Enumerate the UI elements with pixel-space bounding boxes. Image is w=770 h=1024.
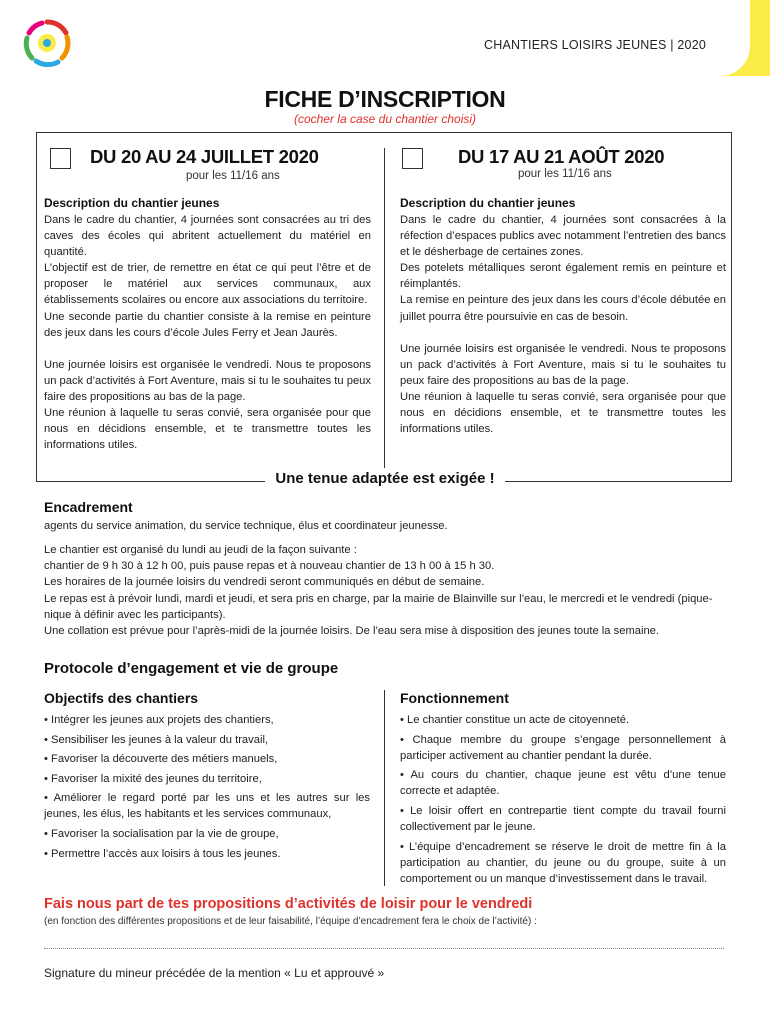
chantier-1-p1: Dans le cadre du chantier, 4 journées sont consacrées au tri des caves des écoles qui abritent actuellement du matériel en quantité. — [44, 214, 371, 259]
propositions-note: (en fonction des différentes propositions et de leur faisabilité, l’équipe d’encadrement fera le choix de l’activité) : — [44, 916, 537, 927]
list-item: • Au cours du chantier, chaque jeune est vêtu d’une tenue correcte et adaptée. — [400, 769, 726, 798]
fonctionnement-heading: Fonctionnement — [400, 690, 509, 706]
chantier-2-dates: DU 17 AU 21 AOÛT 2020 — [458, 146, 665, 167]
list-item: • Favoriser la mixité des jeunes du territoire, — [44, 772, 262, 785]
tenue-text: Une tenue adaptée est exigée ! — [265, 470, 504, 487]
list-item: • Améliorer le regard porté par les uns et les autres sur les jeunes, les élus, les habitants et les services communaux, — [44, 792, 370, 821]
objectifs-list — [44, 712, 370, 865]
list-item: • Sensibiliser les jeunes à la valeur du travail, — [44, 733, 269, 746]
chantier-2-p3: La remise en peinture des jeux dans les cours d’école débutée en juillet pourra être poursuivie en cas de besoin. — [400, 294, 726, 323]
chantier-1-age: pour les 11/16 ans — [186, 170, 280, 182]
encadrement-line-1: Le chantier est organisé du lundi au jeudi de la façon suivante : — [44, 544, 357, 556]
protocole-divider — [384, 690, 385, 886]
chantier-2-p1: Dans le cadre du chantier, 4 journées sont consacrées à la réfection d’espaces publics avec notamment l’entretien des bancs et le désherbage de certaines zones. — [400, 214, 726, 259]
encadrement-staff: agents du service animation, du service technique, élus et coordinateur jeunesse. — [44, 520, 448, 532]
header-title: CHANTIERS LOISIRS JEUNES | 2020 — [483, 38, 706, 52]
list-item: • Intégrer les jeunes aux projets des chantiers, — [44, 714, 274, 726]
form-title: FICHE D’INSCRIPTION — [264, 86, 506, 112]
objectifs-heading: Objectifs des chantiers — [44, 690, 199, 706]
chantier-2-age: pour les 11/16 ans — [518, 168, 612, 180]
chantier-2-description — [400, 212, 726, 437]
encadrement-heading: Encadrement — [44, 499, 133, 515]
checkbox-juillet[interactable] — [50, 148, 71, 169]
checkbox-aout[interactable] — [402, 148, 423, 169]
chantier-1-description — [44, 212, 371, 453]
fonctionnement-list — [400, 712, 726, 890]
chantier-2-desc-heading: Description du chantier jeunes — [400, 196, 576, 210]
chantier-2-p4: Une journée loisirs est organisée le vendredi. Nous te proposons un pack d’activités à Fort Aventure, mais si tu le souhaites tu peux faire des propositions au bas de la page. — [400, 342, 726, 387]
list-item: • Favoriser la socialisation par la vie de groupe, — [44, 828, 279, 841]
column-divider — [384, 148, 385, 468]
chantier-1-p5: Une réunion à laquelle tu seras convié, sera organisée pour que nous en décidions ensemble, et te transmettre toutes les informations utiles. — [44, 407, 371, 452]
list-item: • Chaque membre du groupe s’engage personnellement à participer activement au chantier pendant la durée. — [400, 733, 726, 762]
list-item: • Permettre l’accès aux loisirs à tous les jeunes. — [44, 847, 281, 860]
chantier-1-p4: Une journée loisirs est organisée le vendredi. Nous te proposons un pack d’activités à Fort Aventure, mais si tu le souhaites tu peux faire des propositions au bas de la page. — [44, 358, 371, 403]
protocole-heading: Protocole d’engagement et vie de groupe — [44, 660, 339, 677]
signature-label: Signature du mineur précédée de la mention « Lu et approuvé » — [44, 966, 385, 980]
tenue-notice — [0, 470, 770, 487]
list-item: • Le chantier constitue un acte de citoyenneté. — [400, 714, 630, 726]
chantier-1-dates: DU 20 AU 24 JUILLET 2020 — [90, 146, 319, 167]
form-subtitle: (cocher la case du chantier choisi) — [293, 112, 477, 126]
header — [0, 0, 750, 76]
encadrement-line-2: chantier de 9 h 30 à 12 h 00, puis pause repas et à nouveau chantier de 13 h 00 à 15 h 30. — [44, 560, 495, 573]
logo-icon — [22, 18, 72, 68]
encadrement-line-4: Le repas est à prévoir lundi, mardi et jeudi, et sera pris en charge, par la mairie de Blainville sur l’eau, le mercredi et le vendredi (pique-nique à définir avec les participants). — [44, 592, 713, 621]
encadrement-details — [44, 542, 734, 639]
chantier-2-p2: Des potelets métalliques seront également remis en peinture et réimplantés. — [400, 262, 726, 291]
chantier-1-p2: L’objectif est de trier, de remettre en état ce qui peut l’être et de proposer le matériel aux services communaux, aux établissements scolaires ou encore aux associations du territoire. — [44, 262, 371, 307]
chantier-1-p3: Une seconde partie du chantier consiste à la remise en peinture des jeux dans les cours d’école Jules Ferry et Jean Jaurès. — [44, 310, 371, 339]
chantier-2-p5: Une réunion à laquelle tu seras convié, sera organisée pour que nous en décidions ensemble, et te transmettre toutes les informations utiles. — [400, 390, 726, 436]
list-item: • Favoriser la découverte des métiers manuels, — [44, 753, 278, 766]
list-item: • Le loisir offert en contrepartie tient compte du travail fourni collectivement par le jeune. — [400, 804, 726, 834]
list-item: • L’équipe d’encadrement se réserve le droit de mettre fin à la participation au chantier, du jeune ou du groupe, suite à un comportement ou un manque d’investissement dans le travail. — [400, 840, 726, 885]
chantier-1-desc-heading: Description du chantier jeunes — [44, 196, 220, 210]
propositions-write-line[interactable] — [44, 948, 724, 949]
propositions-heading: Fais nous part de tes propositions d’activités de loisir pour le vendredi — [44, 896, 533, 912]
encadrement-line-3: Les horaires de la journée loisirs du vendredi seront communiqués en début de semaine. — [44, 576, 485, 589]
encadrement-line-5: Une collation est prévue pour l’après-midi de la journée loisirs. De l’eau sera mise à disposition des jeunes toute la semaine. — [44, 625, 660, 638]
